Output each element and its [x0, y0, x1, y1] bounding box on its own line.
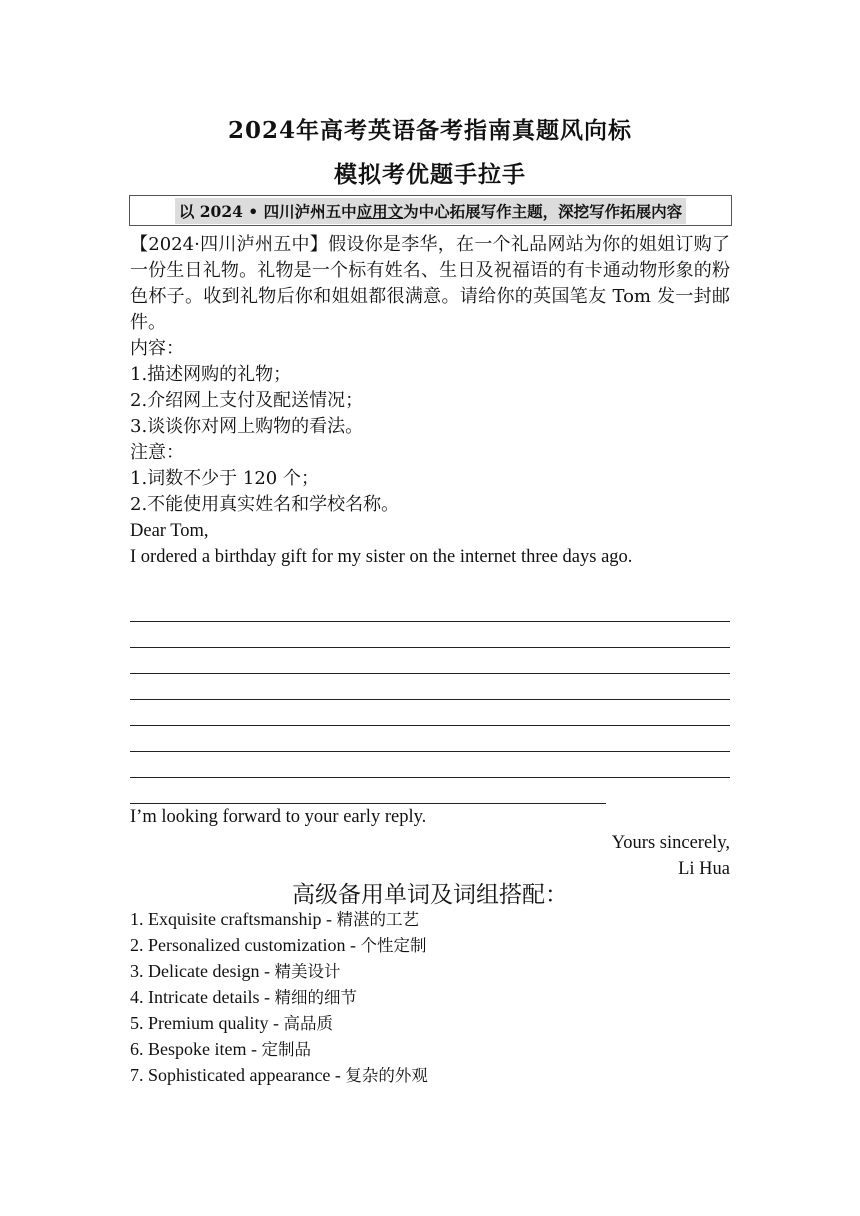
vocab-item	[130, 906, 730, 932]
vocab-item	[130, 932, 730, 958]
letter-opening: I ordered a birthday gift for my sister on the internet three days ago.	[130, 547, 633, 567]
letter-sign-off: Yours sincerely,	[611, 833, 730, 853]
answer-line	[130, 596, 730, 622]
letter-closing: I’m looking forward to your early reply.	[130, 807, 427, 827]
vocab-item	[130, 984, 730, 1010]
notes-item: 2.不能使用真实姓名和学校名称。	[130, 494, 400, 515]
vocab-item-zh: 定制品	[261, 1040, 311, 1059]
vocab-item-en: 4. Intricate details -	[130, 987, 275, 1007]
vocab-list	[130, 906, 730, 1088]
vocab-item	[130, 1062, 730, 1088]
vocab-item-en: 6. Bespoke item -	[130, 1039, 262, 1059]
content-item: 3.谈谈你对网上购物的看法。	[130, 416, 364, 437]
notes-label: 注意：	[130, 442, 184, 463]
vocab-item-zh: 精细的细节	[274, 988, 357, 1007]
banner-text-before: 以 2024 • 四川泸州五中	[178, 201, 357, 221]
answer-line	[130, 726, 730, 752]
vocab-item-en: 7. Sophisticated appearance -	[130, 1065, 346, 1085]
vocab-item-en: 5. Premium quality -	[130, 1013, 284, 1033]
document-title: 2024年高考英语备考指南真题风向标	[227, 117, 632, 144]
answer-line	[130, 648, 730, 674]
content-item: 2.介绍网上支付及配送情况；	[130, 390, 364, 411]
vocab-item-en: 3. Delicate design -	[130, 961, 275, 981]
vocab-item-en: 1. Exquisite craftsmanship -	[130, 909, 337, 929]
vocab-item-en: 2. Personalized customization -	[130, 935, 361, 955]
vocab-item-zh: 精湛的工艺	[336, 910, 419, 929]
topic-banner	[129, 195, 732, 226]
vocab-item-zh: 高品质	[283, 1014, 333, 1033]
vocab-item	[130, 1036, 730, 1062]
notes-item: 1.词数不少于 120 个；	[130, 468, 319, 489]
spacer	[130, 570, 730, 596]
vocab-item	[130, 958, 730, 984]
answer-line	[130, 622, 730, 648]
document-subtitle: 模拟考优题手拉手	[334, 161, 526, 188]
vocab-item-zh: 复杂的外观	[345, 1066, 428, 1085]
vocab-item	[130, 1010, 730, 1036]
banner-text-underlined: 应用文	[356, 201, 404, 221]
letter-salutation: Dear Tom,	[130, 521, 209, 541]
banner-text	[175, 198, 686, 224]
task-body	[130, 232, 730, 882]
answer-line	[130, 674, 730, 700]
answer-line	[130, 778, 606, 804]
prompt-intro: 【2024·四川泸州五中】假设你是李华，在一个礼品网站为你的姐姐订购了一份生日礼物。礼物是一个标有姓名、生日及祝福语的有卡通动物形象的粉色杯子。收到礼物后你和姐姐都很满意。请给你的英国笔友 Tom 发一封邮件。	[130, 234, 730, 333]
answer-line	[130, 752, 730, 778]
letter-signature: Li Hua	[678, 859, 730, 879]
vocab-heading: 高级备用单词及词组搭配：	[292, 882, 568, 908]
answer-line	[130, 700, 730, 726]
content-item: 1.描述网购的礼物；	[130, 364, 292, 385]
banner-text-after: 为中心拓展写作主题，深挖写作拓展内容	[403, 201, 683, 221]
content-label: 内容：	[130, 338, 184, 359]
vocab-item-zh: 精美设计	[274, 962, 341, 981]
vocab-item-zh: 个性定制	[360, 936, 427, 955]
